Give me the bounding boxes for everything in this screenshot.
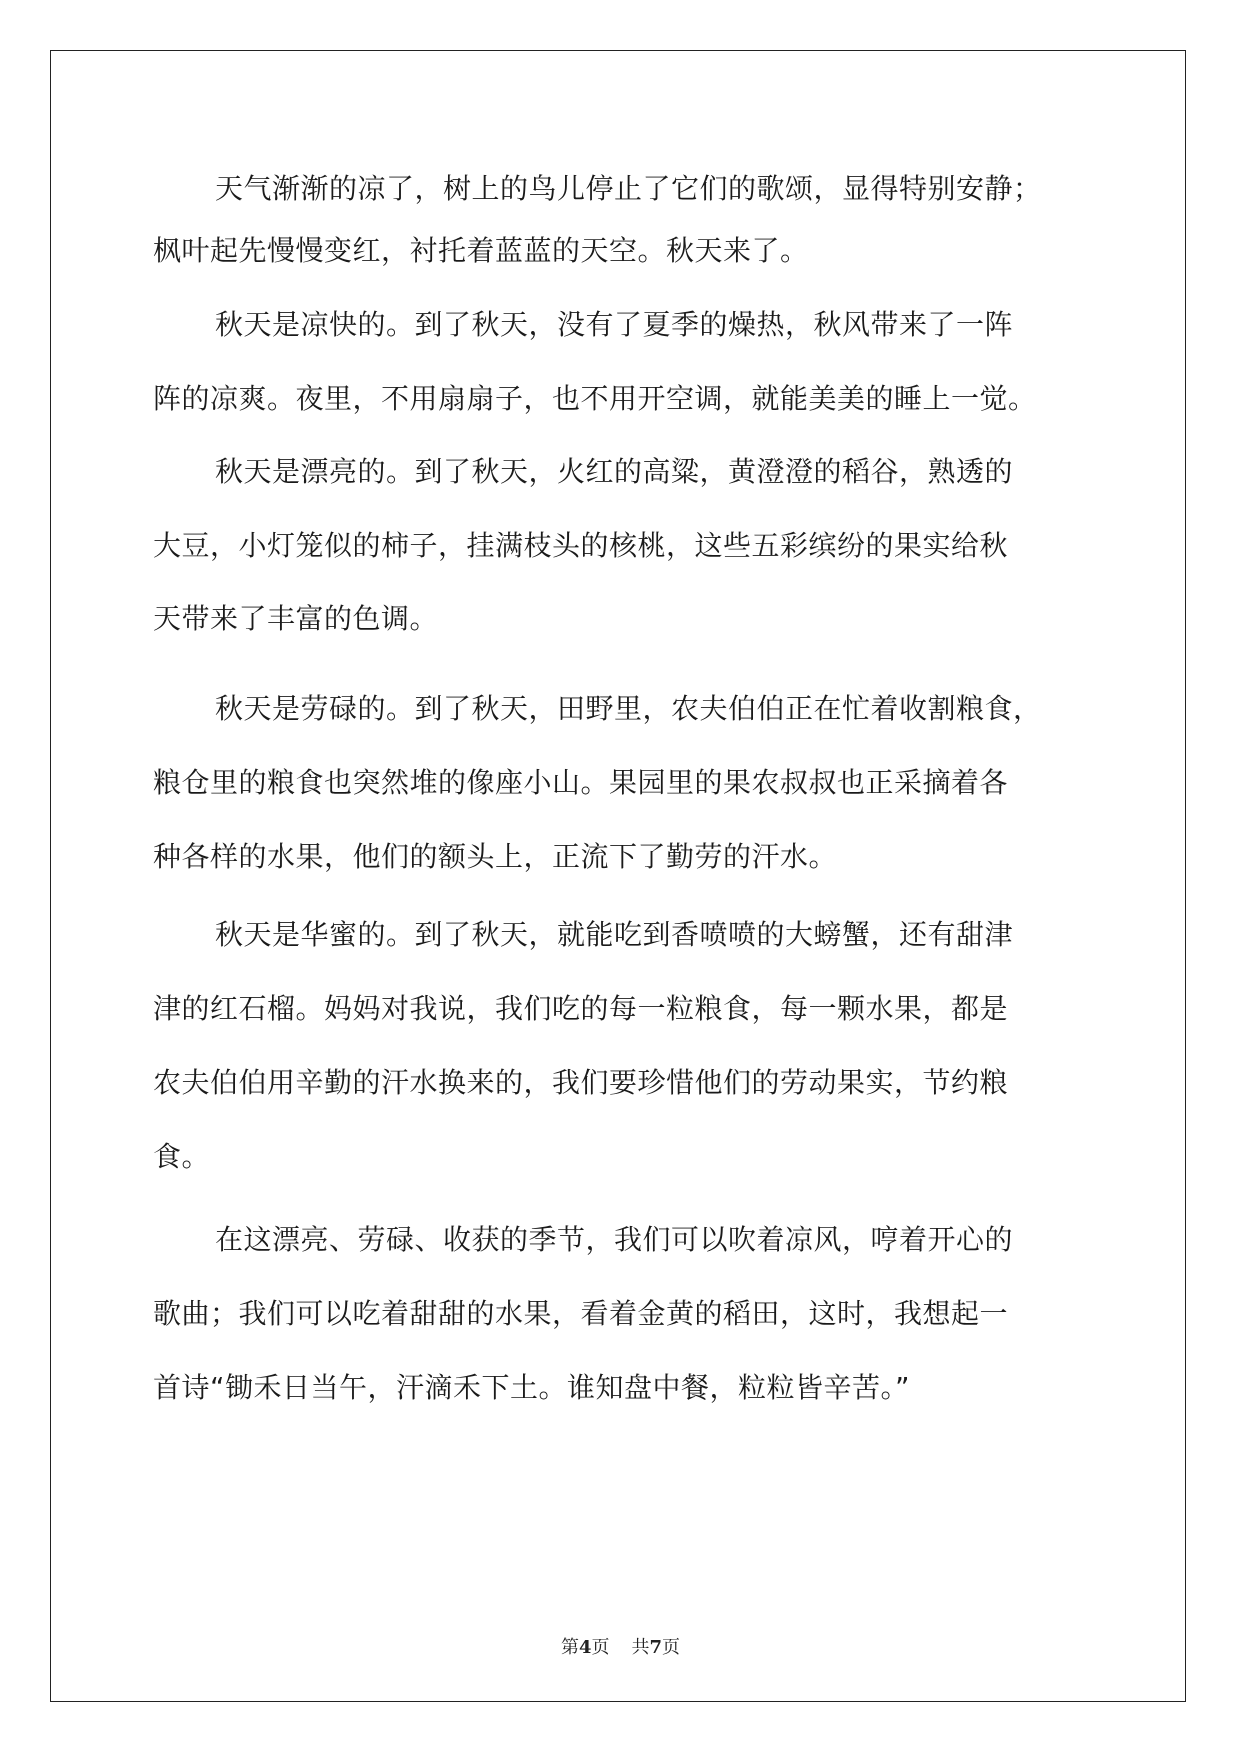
total-suffix: 页	[662, 1637, 681, 1658]
text-line: 农夫伯伯用辛勤的汗水换来的，我们要珍惜他们的劳动果实，节约粮	[153, 1066, 1009, 1099]
text-line: 食。	[153, 1140, 211, 1173]
text-line: 歌曲；我们可以吃着甜甜的水果，看着金黄的稻田，这时，我想起一	[153, 1297, 1009, 1330]
page-suffix: 页	[591, 1637, 610, 1658]
text-line: 天带来了丰富的色调。	[153, 602, 439, 635]
text-line: 秋天是漂亮的。到了秋天，火红的高粱，黄澄澄的稻谷，熟透的	[215, 455, 1014, 488]
text-line: 津的红石榴。妈妈对我说，我们吃的每一粒粮食，每一颗水果，都是	[153, 992, 1009, 1025]
total-prefix: 共	[631, 1637, 650, 1658]
page-footer	[0, 1636, 1241, 1660]
text-line: 粮仓里的粮食也突然堆的像座小山。果园里的果农叔叔也正采摘着各	[153, 766, 1009, 799]
text-line: 大豆，小灯笼似的柿子，挂满枝头的核桃，这些五彩缤纷的果实给秋	[153, 529, 1009, 562]
text-line: 在这漂亮、劳碌、收获的季节，我们可以吹着凉风，哼着开心的	[215, 1223, 1014, 1256]
total-pages: 7	[649, 1637, 663, 1658]
text-line: 阵的凉爽。夜里，不用扇扇子，也不用开空调，就能美美的睡上一觉。	[153, 382, 1037, 415]
text-line: 枫叶起先慢慢变红，衬托着蓝蓝的天空。秋天来了。	[153, 234, 809, 267]
text-line: 秋天是劳碌的。到了秋天，田野里，农夫伯伯正在忙着收割粮食，	[215, 692, 1042, 725]
page-number: 4	[578, 1637, 592, 1658]
text-line: 首诗“锄禾日当午，汗滴禾下土。谁知盘中餐，粒粒皆辛苦。”	[153, 1371, 911, 1404]
text-line: 秋天是华蜜的。到了秋天，就能吃到香喷喷的大螃蟹，还有甜津	[215, 918, 1014, 951]
text-line: 秋天是凉快的。到了秋天，没有了夏季的燥热，秋风带来了一阵	[215, 308, 1014, 341]
text-line: 种各样的水果，他们的额头上，正流下了勤劳的汗水。	[153, 840, 838, 873]
text-line: 天气渐渐的凉了，树上的鸟儿停止了它们的歌颂，显得特别安静；	[215, 172, 1042, 205]
page-prefix: 第	[560, 1637, 579, 1658]
